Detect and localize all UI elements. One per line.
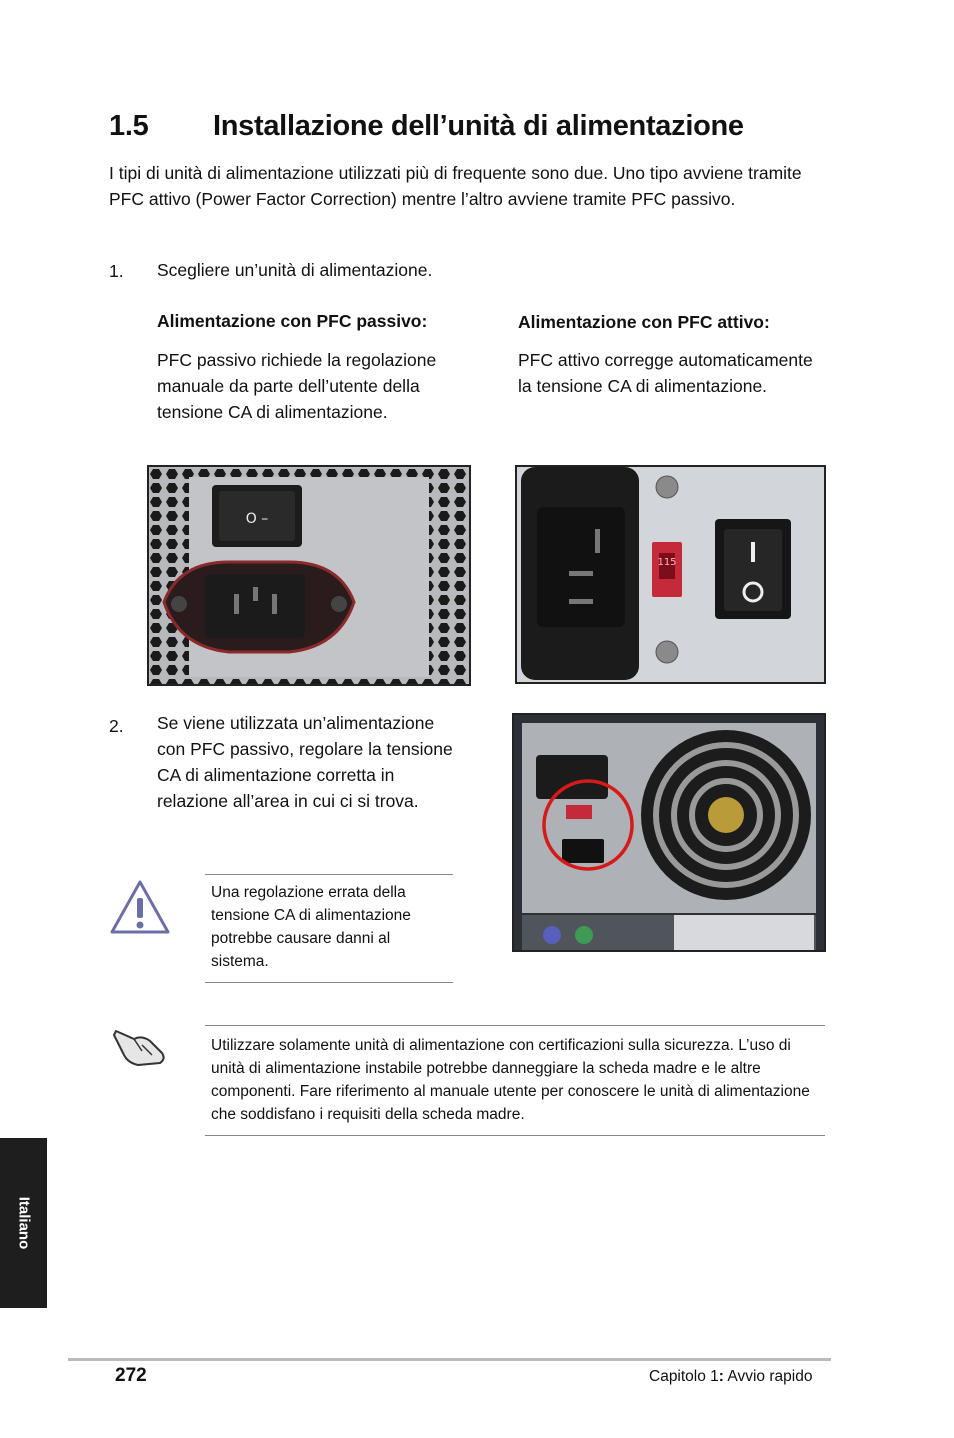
- caution-box: [205, 874, 453, 983]
- note-hand-icon: [112, 1025, 168, 1069]
- language-side-tab: [0, 1138, 47, 1308]
- caution-icon: [110, 878, 170, 938]
- footer-chapter-sep: :: [718, 1368, 724, 1385]
- passive-heading: Alimentazione con PFC passivo:: [157, 311, 428, 331]
- intro-paragraph: I tipi di unità di alimentazione utilizzati più di frequente sono due. Uno tipo avviene tramite PFC attivo (Power Factor Correction) mentre l’altro avviene tramite PFC passivo.: [109, 163, 802, 209]
- note-box: [205, 1025, 825, 1136]
- step2-number: 2.: [109, 716, 124, 736]
- pc-rear-photo: [512, 713, 826, 952]
- section-number: 1.5: [109, 110, 149, 142]
- voltage-selector-label: 115: [657, 557, 677, 568]
- footer-chapter: [649, 1368, 812, 1386]
- section-title-text: Installazione dell’unità di alimentazione: [213, 110, 744, 142]
- footer-chapter-prefix: Capitolo 1: [649, 1368, 719, 1385]
- step2-text: Se viene utilizzata un’alimentazione con PFC passivo, regolare la tensione CA di alimentazione corretta in relazione all’area in cui ci si trova.: [157, 713, 453, 811]
- page-number: 272: [115, 1365, 147, 1386]
- active-text: PFC attivo corregge automaticamente la tensione CA di alimentazione.: [518, 350, 813, 396]
- passive-text: PFC passivo richiede la regolazione manuale da parte dell’utente della tensione CA di alimentazione.: [157, 350, 437, 422]
- power-switch-label: O –: [245, 511, 269, 527]
- caution-text: Una regolazione errata della tensione CA di alimentazione potrebbe causare danni al sistema.: [211, 884, 411, 970]
- step1-text: Scegliere un’unità di alimentazione.: [157, 260, 433, 280]
- active-psu-photo: [515, 465, 826, 684]
- footer-chapter-name: Avvio rapido: [723, 1368, 813, 1385]
- footer-divider: [68, 1358, 831, 1361]
- active-heading: Alimentazione con PFC attivo:: [518, 312, 770, 332]
- step1-number: 1.: [109, 261, 124, 281]
- section-title: [109, 110, 744, 143]
- language-label: Italiano: [15, 1196, 32, 1250]
- passive-psu-photo: [147, 465, 471, 686]
- note-text: Utilizzare solamente unità di alimentazione con certificazioni sulla sicurezza. L’uso di unità di alimentazione instabile potrebbe danneggiare la scheda madre e le altre componenti. Fare riferimento al manuale utente per conoscere le unità di alimentazione che soddisfano i requisiti della scheda madre.: [211, 1037, 810, 1123]
